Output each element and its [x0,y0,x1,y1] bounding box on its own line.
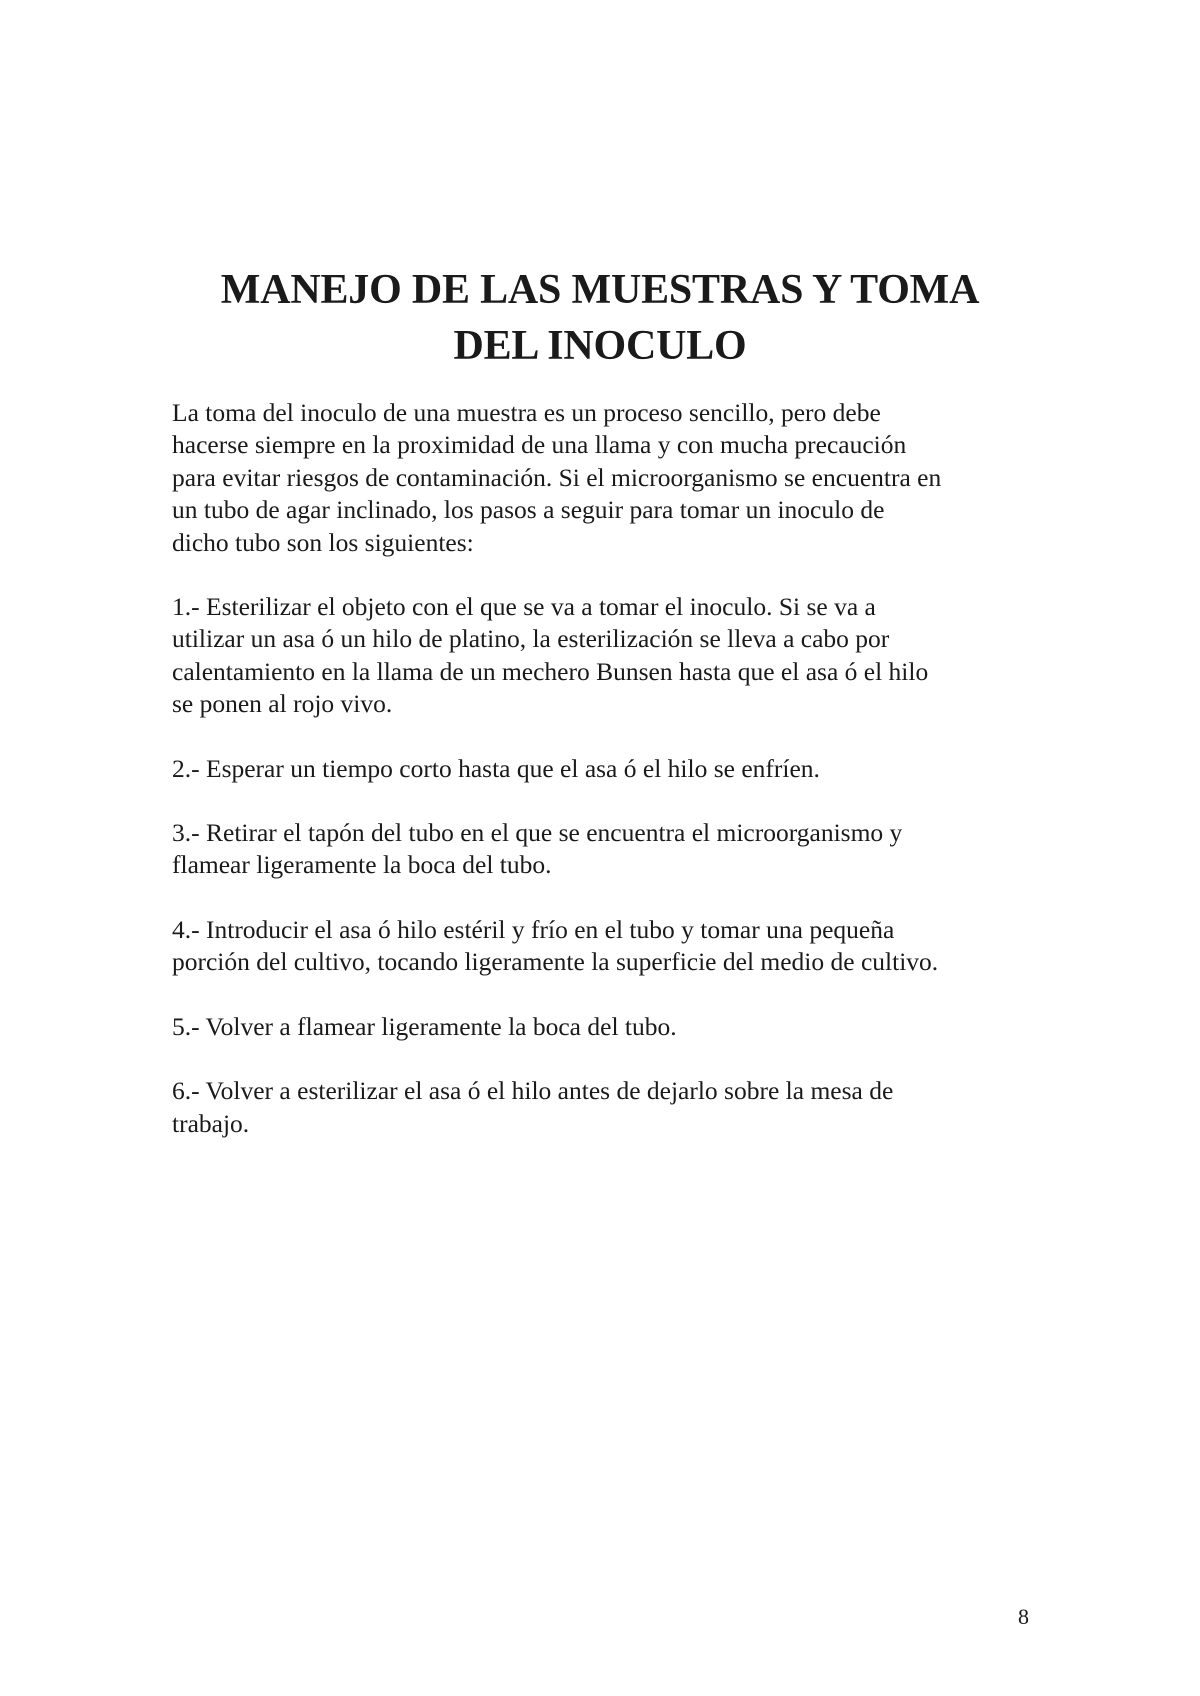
step-6-paragraph [172,1075,1052,1140]
text-line: calentamiento en la llama de un mechero Bunsen hasta que el asa ó el hilo [172,656,929,686]
step-3-paragraph [172,817,1052,882]
text-line: se ponen al rojo vivo. [172,689,393,719]
title-line: DEL INOCULO [453,323,747,369]
step-1-paragraph [172,591,1052,721]
page-number: 8 [1018,1604,1029,1629]
text-line: 5.- Volver a flamear ligeramente la boca del tubo. [172,1011,677,1041]
text-line: 1.- Esterilizar el objeto con el que se va a tomar el inoculo. Si se va a [172,592,876,622]
step-5-paragraph [172,1011,1052,1043]
text-line: un tubo de agar inclinado, los pasos a seguir para tomar un inoculo de [172,495,885,525]
text-line: flamear ligeramente la boca del tubo. [172,850,552,880]
text-line: 6.- Volver a esterilizar el asa ó el hilo antes de dejarlo sobre la mesa de [172,1076,894,1106]
text-line: utilizar un asa ó un hilo de platino, la esterilización se lleva a cabo por [172,624,890,654]
text-line: hacerse siempre en la proximidad de una llama y con mucha precaución [172,430,907,460]
text-line: trabajo. [172,1108,250,1138]
text-line: para evitar riesgos de contaminación. Si el microorganismo se encuentra en [172,462,942,492]
text-line: porción del cultivo, tocando ligeramente la superficie del medio de cultivo. [172,947,939,977]
step-2-paragraph [172,753,1052,785]
step-4-paragraph [172,914,1052,979]
text-line: La toma del inoculo de una muestra es un proceso sencillo, pero debe [172,398,881,427]
text-line: 3.- Retirar el tapón del tubo en el que se encuentra el microorganismo y [172,818,903,848]
text-line: dicho tubo son los siguientes: [172,527,474,557]
intro-paragraph [172,397,1052,559]
document-body [172,397,1052,1172]
text-line: 2.- Esperar un tiempo corto hasta que el asa ó el hilo se enfríen. [172,753,820,783]
title-line: MANEJO DE LAS MUESTRAS Y TOMA [220,267,980,313]
page-title [150,262,1050,374]
text-line: 4.- Introducir el asa ó hilo estéril y frío en el tubo y tomar una pequeña [172,914,895,944]
